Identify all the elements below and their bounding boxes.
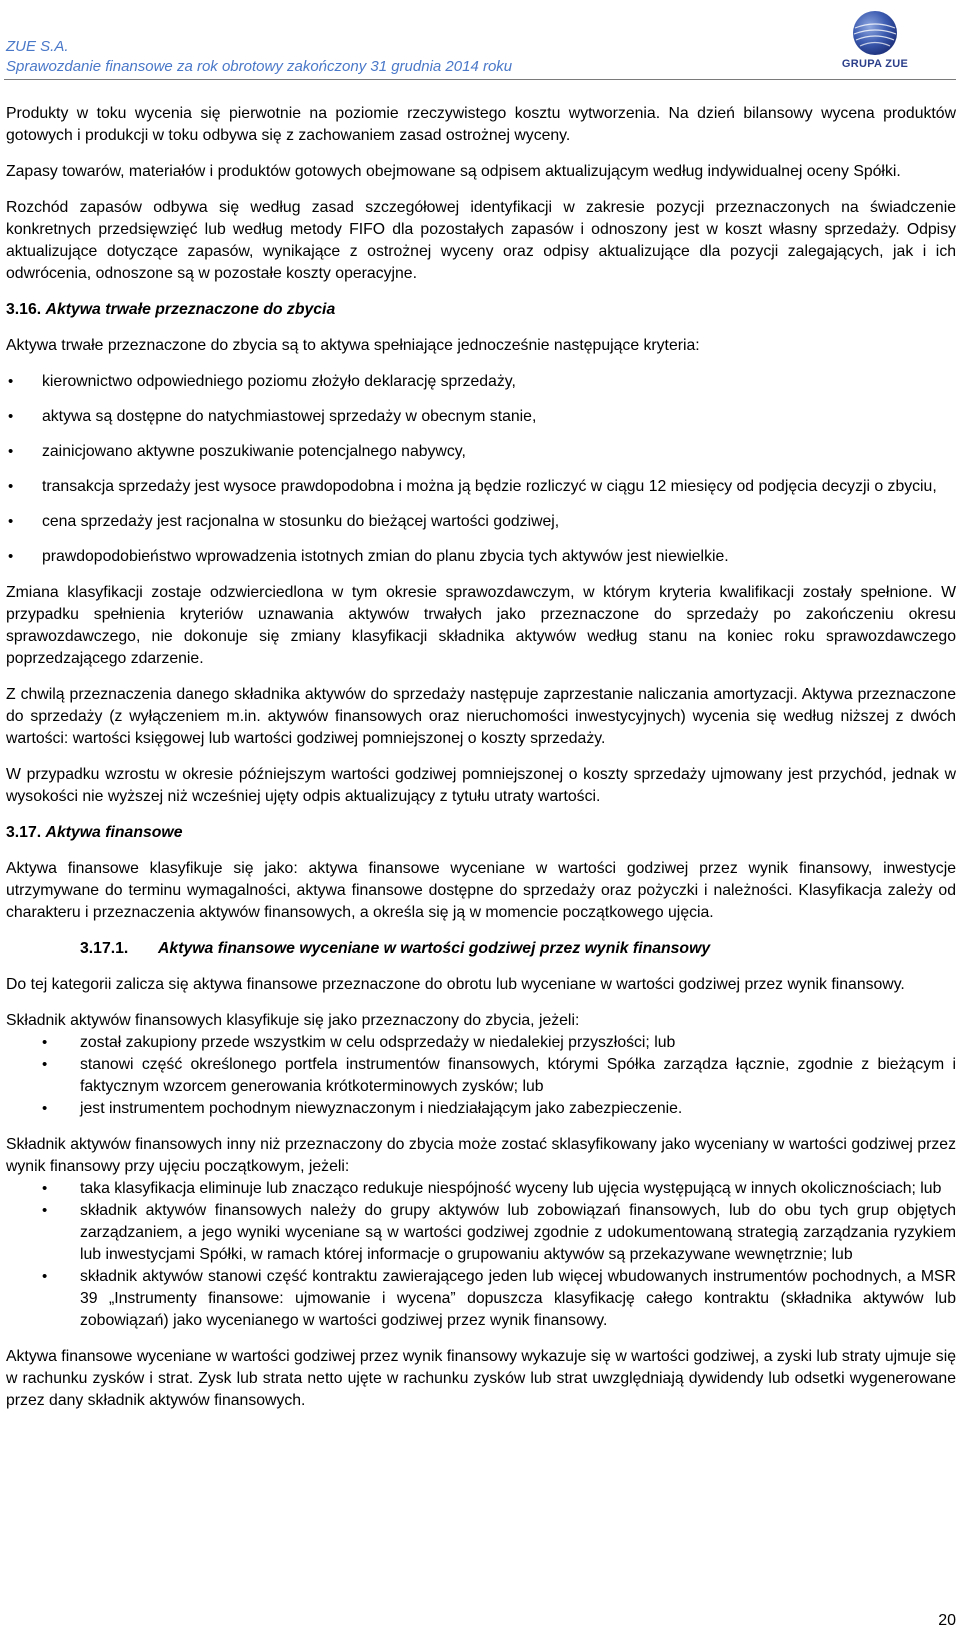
paragraph: W przypadku wzrostu w okresie późniejszym wartości godziwej pomniejszonej o koszty sprzedaży ujmowany jest przychód, jednak w wysokości nie wyższej niż wcześniej ujęty odpis aktualizujący z tytułu utraty wartości. — [6, 766, 956, 805]
bullet-icon: • — [42, 1100, 48, 1117]
paragraph: Składnik aktywów finansowych klasyfikuje się jako przeznaczony do zbycia, jeżeli: — [6, 1012, 580, 1029]
paragraph: Zapasy towarów, materiałów i produktów gotowych obejmowane są odpisem aktualizującym według indywidualnej oceny Spółki. — [6, 163, 901, 180]
bullet-icon: • — [8, 443, 14, 460]
report-title: Sprawozdanie finansowe za rok obrotowy zakończony 31 grudnia 2014 roku — [6, 58, 513, 75]
page-header — [0, 0, 960, 90]
section-title: Aktywa finansowe wyceniane w wartości godziwej przez wynik finansowy — [158, 940, 711, 957]
paragraph: Aktywa finansowe klasyfikuje się jako: aktywa finansowe wyceniane w wartości godziwej przez wynik finansowy, inwestycje utrzymywane do terminu wymagalności, aktywa finansowe dostępne do sprzedaży oraz pożyczki i należności. Klasyfikacja zależy od charakteru i przeznaczenia aktywów finansowych, a określa się ją w momencie początkowego ujęcia. — [6, 860, 956, 921]
bullet-icon: • — [42, 1056, 48, 1073]
section-number: 3.16. — [6, 301, 42, 318]
bullet-icon: • — [8, 408, 14, 425]
list-item: • składnik aktywów finansowych należy do grupy aktywów lub zobowiązań finansowych, lub do obu tych grup objętych zarządzaniem, a jego wyniki wyceniane są w wartości godziwej zgodnie z udokumentowaną strategią zarządzania ryzykiem lub inwestycjami Spółki, w ramach której informacje o grupowaniu aktywów są przekazywane wewnętrznie; lub — [42, 1202, 956, 1263]
list-item: • stanowi część określonego portfela instrumentów finansowych, którymi Spółka zarządza łącznie, zgodnie z bieżącym i faktycznym wzorcem generowania krótkoterminowych zysków; lub — [42, 1056, 956, 1095]
bullet-icon: • — [8, 373, 14, 390]
bullet-icon: • — [8, 548, 14, 565]
paragraph: Z chwilą przeznaczenia danego składnika aktywów do sprzedaży następuje zaprzestanie naliczania amortyzacji. Aktywa przeznaczone do sprzedaży (z wyłączeniem m.in. aktywów finansowych oraz nieruchomości inwestycyjnych) wycenia się według niższej z dwóch wartości: wartości księgowej lub wartości godziwej pomniejszonej o koszty sprzedaży. — [6, 686, 956, 747]
company-name: ZUE S.A. — [6, 38, 69, 55]
paragraph: Zmiana klasyfikacji zostaje odzwierciedlona w tym okresie sprawozdawczym, w którym kryteria kwalifikacji zostały spełnione. W przypadku spełnienia kryteriów uznawania aktywów trwałych jako przeznaczone do sprzedaży po zakończeniu okresu sprawozdawczego, nie dokonuje się zmiany klasyfikacji składnika aktywów według stanu na koniec roku sprawozdawczego poprzedzającego zdarzenie. — [6, 584, 956, 667]
designation-criteria-list — [6, 1178, 956, 1332]
section-heading-3-16 — [6, 299, 956, 321]
section-number: 3.17.1. — [80, 940, 129, 957]
section-number: 3.17. — [6, 824, 42, 841]
paragraph: Składnik aktywów finansowych inny niż przeznaczony do zbycia może zostać sklasyfikowany jako wyceniany w wartości godziwej przez wynik finansowy przy ujęciu początkowym, jeżeli: — [6, 1136, 956, 1175]
bullet-icon: • — [8, 478, 14, 495]
criteria-list — [6, 371, 956, 568]
list-item: • taka klasyfikacja eliminuje lub znacząco redukuje niespójność wyceny lub ujęcia występującą w innych okolicznościach; lub — [6, 1178, 956, 1200]
list-item: • prawdopodobieństwo wprowadzenia istotnych zmian do planu zbycia tych aktywów jest niewielkie. — [6, 546, 956, 568]
list-item: • aktywa są dostępne do natychmiastowej sprzedaży w obecnym stanie, — [6, 406, 956, 428]
paragraph: Aktywa trwałe przeznaczone do zbycia są to aktywa spełniające jednocześnie następujące kryteria: — [6, 337, 700, 354]
document-body — [6, 103, 956, 1426]
list-item: • został zakupiony przede wszystkim w celu odsprzedaży w niedalekiej przyszłości; lub — [6, 1032, 956, 1054]
paragraph: Rozchód zapasów odbywa się według zasad szczegółowej identyfikacji w zakresie pozycji przeznaczonych na świadczenie konkretnych przedsięwzięć lub według metody FIFO dla pozostałych zapasów i odnoszony jest w koszt własny sprzedaży. Odpisy aktualizujące dotyczące zapasów, wynikające z ostrożnej wyceny oraz odpisy aktualizujące dla pozycji zalegających, jak i ich odwrócenia, odnoszone są w pozostałe koszty operacyjne. — [6, 199, 956, 282]
trading-criteria-list — [6, 1032, 956, 1120]
page-number: 20 — [938, 1612, 956, 1629]
bullet-icon: • — [42, 1180, 48, 1197]
paragraph: Aktywa finansowe wyceniane w wartości godziwej przez wynik finansowy wykazuje się w wartości godziwej, a zyski lub straty ujmuje się w rachunku zysków i strat. Zysk lub strata netto ujęte w rachunku zysków lub strat uwzględniają dywidendy lub odsetki wygenerowane przez dany składnik aktywów finansowych. — [6, 1348, 956, 1409]
list-item: • zainicjowano aktywne poszukiwanie potencjalnego nabywcy, — [6, 441, 956, 463]
section-title: Aktywa trwałe przeznaczone do zbycia — [45, 301, 336, 318]
list-item: • jest instrumentem pochodnym niewyznaczonym i niedziałającym jako zabezpieczenie. — [6, 1098, 956, 1120]
bullet-icon: • — [42, 1268, 48, 1285]
section-heading-3-17-1 — [6, 938, 956, 960]
header-divider — [4, 79, 956, 80]
list-item: • transakcja sprzedaży jest wysoce prawdopodobna i można ją będzie rozliczyć w ciągu 12 miesięcy od podjęcia decyzji o zbyciu, — [6, 476, 956, 498]
logo-text: GRUPA ZUE — [841, 58, 909, 70]
bullet-icon: • — [42, 1034, 48, 1051]
list-item: • cena sprzedaży jest racjonalna w stosunku do bieżącej wartości godziwej, — [6, 511, 956, 533]
section-title: Aktywa finansowe — [45, 824, 183, 841]
bullet-icon: • — [8, 513, 14, 530]
list-item: • kierownictwo odpowiedniego poziomu złożyło deklarację sprzedaży, — [6, 371, 956, 393]
paragraph: Produkty w toku wycenia się pierwotnie na poziomie rzeczywistego kosztu wytworzenia. Na dzień bilansowy wycena produktów gotowych i produkcji w toku odbywa się z zachowaniem zasad ostrożnej wyceny. — [6, 105, 956, 144]
paragraph: Do tej kategorii zalicza się aktywa finansowe przeznaczone do obrotu lub wyceniane w wartości godziwej przez wynik finansowy. — [6, 976, 905, 993]
bullet-icon: • — [42, 1202, 48, 1219]
list-item: • składnik aktywów stanowi część kontraktu zawierającego jeden lub więcej wbudowanych instrumentów pochodnych, a MSR 39 „Instrumenty finansowe: ujmowanie i wycena” dopuszcza klasyfikację całego kontraktu (składnika aktywów lub zobowiązań) jako wycenianego w wartości godziwej przez wynik finansowy. — [42, 1268, 956, 1329]
section-heading-3-17 — [6, 822, 956, 844]
